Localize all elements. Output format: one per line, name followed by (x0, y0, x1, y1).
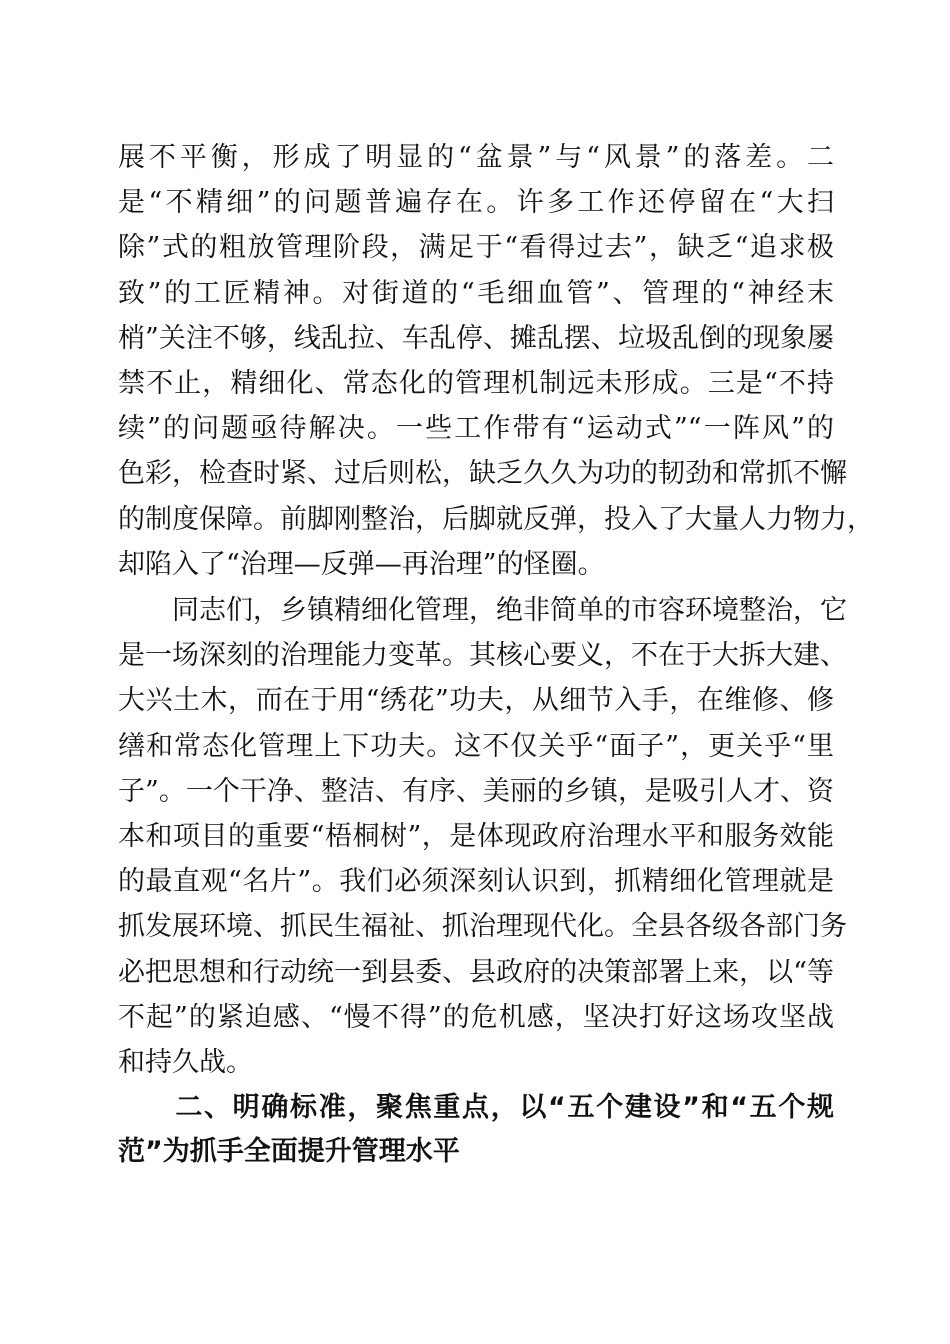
text-line: 展不平衡，形成了明显的“盆景”与“风景”的落差。二 (118, 142, 834, 173)
text-line: 本和项目的重要“梧桐树”，是体现政府治理水平和服务效能 (118, 820, 834, 852)
text-line: 的制度保障。前脚刚整治，后脚就反弹，投入了大量人力物力， (118, 503, 874, 535)
text-line: 缮和常态化管理上下功夫。这不仅关乎“面子”，更关乎“里 (118, 730, 834, 762)
text-line: 大兴土木，而在于用“绣花”功夫，从细节入手，在维修、修 (118, 685, 834, 717)
text-line: 和持久战。 (118, 1046, 253, 1078)
paragraph-comrades (118, 588, 847, 1085)
text-line: 是“不精细”的问题普遍存在。许多工作还停留在“大扫 (118, 187, 834, 219)
text-line: 不起”的紧迫感、“慢不得”的危机感，坚决打好这场攻坚战 (118, 1001, 834, 1033)
heading-line: 范”为抓手全面提升管理水平 (118, 1136, 460, 1167)
text-line: 抓发展环境、抓民生福祉、抓治理现代化。全县各级各部门务 (118, 911, 847, 943)
text-line: 除”式的粗放管理阶段，满足于“看得过去”，缺乏“追求极 (118, 232, 834, 264)
text-line: 同志们，乡镇精细化管理，绝非简单的市容环境整治，它 (118, 595, 847, 626)
text-line: 梢”关注不够，线乱拉、车乱停、摊乱摆、垃圾乱倒的现象屡 (118, 322, 834, 354)
text-line: 禁不止，精细化、常态化的管理机制远未形成。三是“不持 (118, 367, 834, 399)
text-line: 色彩，检查时紧、过后则松，缺乏久久为功的韧劲和常抓不懈 (118, 458, 847, 490)
heading-line: 二、明确标准，聚焦重点，以“五个建设”和“五个规 (118, 1092, 834, 1123)
text-line: 续”的问题亟待解决。一些工作带有“运动式”“一阵风”的 (118, 413, 834, 445)
text-line: 子”。一个干净、整洁、有序、美丽的乡镇，是吸引人才、资 (118, 775, 834, 807)
text-line: 必把思想和行动统一到县委、县政府的决策部署上来，以“等 (118, 956, 834, 988)
text-line: 是一场深刻的治理能力变革。其核心要义，不在于大拆大建、 (118, 640, 847, 672)
section-heading (118, 1086, 834, 1174)
paragraph-problems (118, 135, 874, 587)
text-line: 的最直观“名片”。我们必须深刻认识到，抓精细化管理就是 (118, 866, 834, 898)
text-line: 致”的工匠精神。对街道的“毛细血管”、管理的“神经末 (118, 277, 834, 309)
text-line: 却陷入了“治理—反弹—再治理”的怪圈。 (118, 548, 605, 580)
